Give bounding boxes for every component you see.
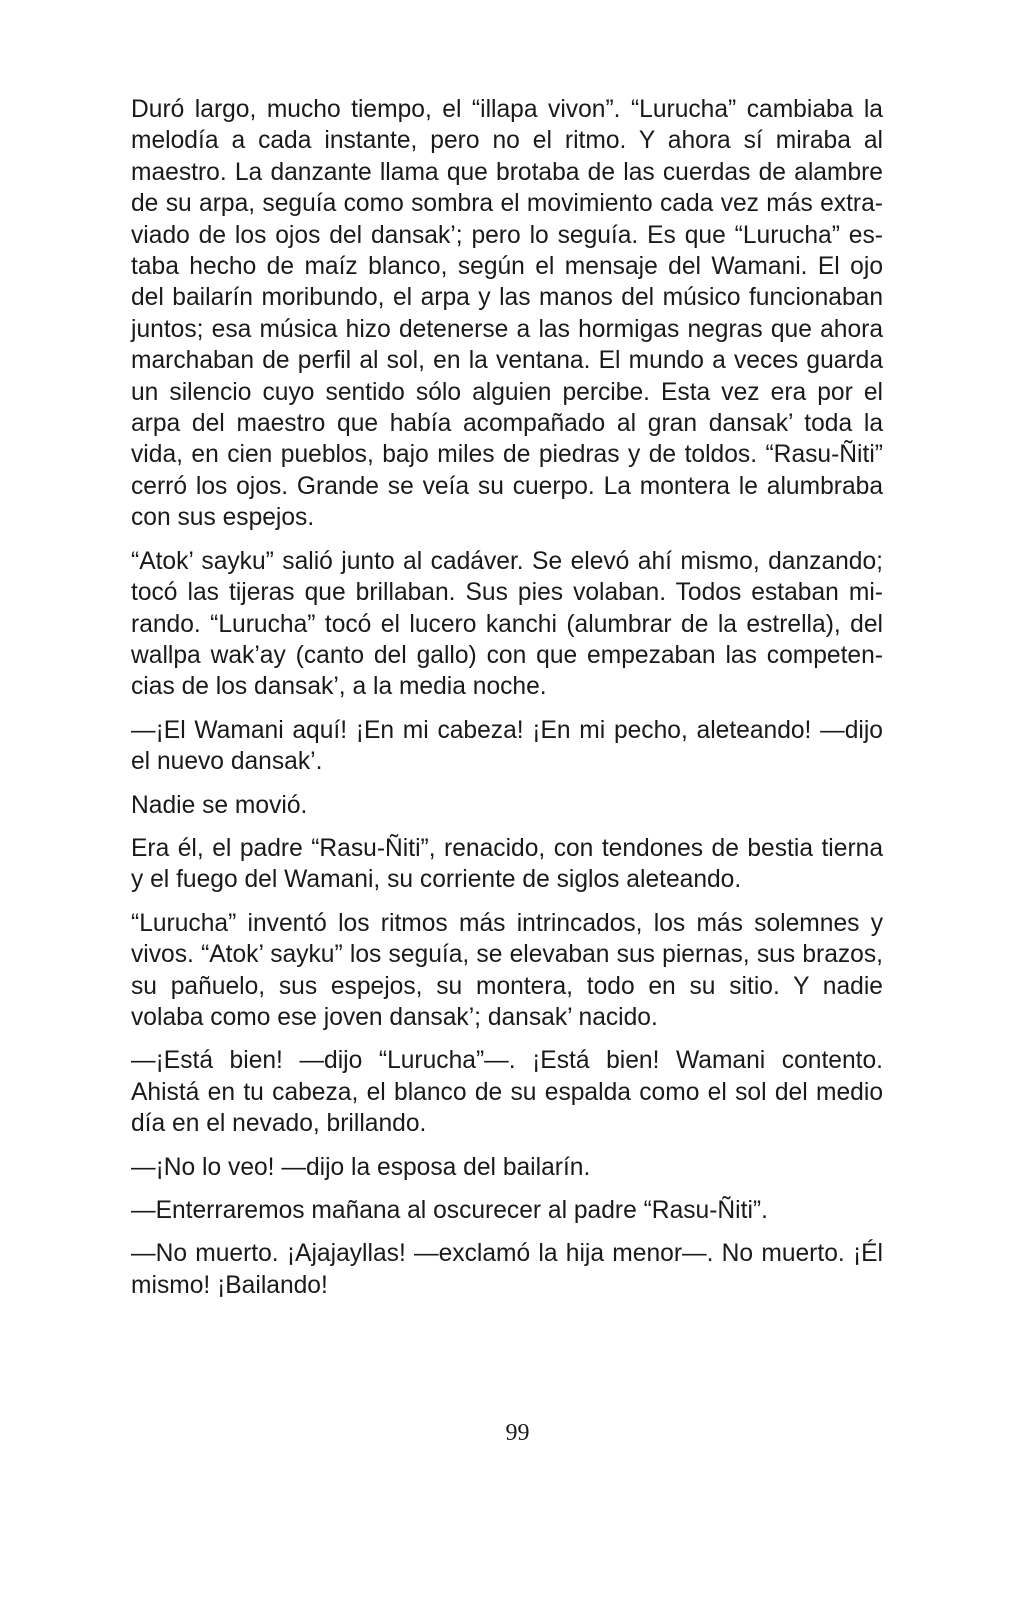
paragraph-2: “Atok’ sayku” salió junto al cadáver. Se elevó ahí mismo, danzando; tocó las tijeras que brillaban. Sus pies volaban. Todos estaban mirando. “Lurucha” tocó el lucero kanchi (alumbrar de la estrella), del wallpa wak’ay (canto del gallo) con que empezaban las competencias de los dansak’, a la media noche. [131,547,883,701]
paragraph-4: Nadie se movió. [131,791,308,819]
paragraph-10: —No muerto. ¡Ajajayllas! —exclamó la hija menor—. No muerto. ¡Él mismo! ¡Bailando! [131,1240,883,1299]
paragraph-9: —Enterraremos mañana al oscurecer al padre “Rasu-Ñiti”. [131,1197,768,1224]
paragraph-8: —¡No lo veo! —dijo la esposa del bailarín. [131,1153,591,1181]
paragraph-6: “Lurucha” inventó los ritmos más intrincados, los más solemnes y vivos. “Atok’ sayku” los seguía, se elevaban sus piernas, sus brazos, su pañuelo, sus espejos, su montera, todo en su sitio. Y nadie volaba como ese joven dansak’; dansak’ nacido. [131,909,883,1031]
paragraph-3: —¡El Wamani aquí! ¡En mi cabeza! ¡En mi pecho, aleteando! —dijo el nuevo dansak’. [131,716,883,776]
body-text [131,94,883,1313]
paragraph-7: —¡Está bien! —dijo “Lurucha”—. ¡Está bien! Wamani contento. Ahistá en tu cabeza, el blanco de su espalda como el sol del medio día en el nevado, brillando. [131,1047,883,1138]
paragraph-1: Duró largo, mucho tiempo, el “illapa vivon”. “Lurucha” cambiaba la melodía a cada instante, pero no el ritmo. Y ahora sí miraba al maestro. La danzante llama que brotaba de las cuerdas de alambre de su arpa, seguía como sombra el movimiento cada vez más extraviado de los ojos del dansak’; pero lo seguía. Es que “Lurucha” estaba hecho de maíz blanco, según el mensaje del Wamani. El ojo del bailarín moribundo, el arpa y las manos del músico funcionaban juntos; esa música hizo detenerse a las hormigas negras que ahora marchaban de perfil al sol, en la ventana. El mundo a veces guarda un silencio cuyo sentido sólo alguien percibe. Esta vez era por el arpa del maestro que había acompañado al gran dansak’ toda la vida, en cien pueblos, bajo miles de piedras y de toldos. “Rasu-Ñiti” cerró los ojos. Grande se veía su cuerpo. La montera le alumbraba con sus espejos. [131,96,883,532]
page-number: 99 [505,1420,530,1446]
paragraph-5: Era él, el padre “Rasu-Ñiti”, renacido, con tendones de bestia tierna y el fuego del Wamani, su corriente de siglos aleteando. [131,834,883,894]
